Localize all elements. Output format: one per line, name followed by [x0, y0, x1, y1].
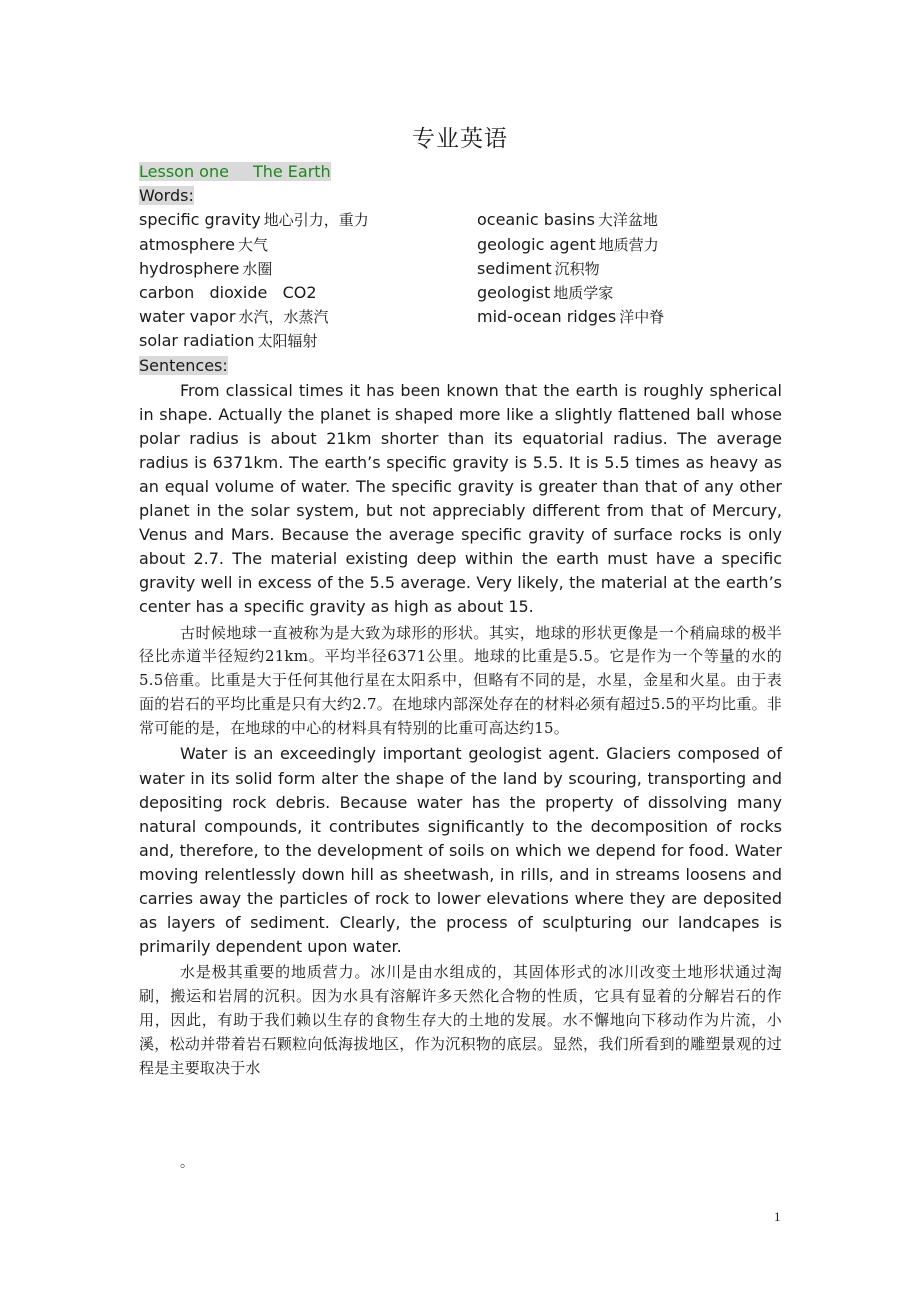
vocab-cn: 水圈	[242, 259, 273, 278]
sentences-heading-line	[139, 354, 782, 378]
vocab-item	[477, 233, 664, 257]
vocab-en: specific gravity	[139, 210, 261, 230]
vocab-cn: 洋中脊	[619, 308, 665, 327]
vocab-item	[477, 281, 664, 305]
paragraph-2-english: Water is an exceedingly important geologist agent. Glaciers composed of water in its solid form alter the shape of the land by scouring, transporting and depositing rock debris. Because water has the property of dissolving many natural compounds, it contributes significantly to the decomposition of rocks and, therefore, to the development of soils on which we depend for food. Water moving relentlessly down hill as sheetwash, in rills, and in streams loosens and carries away the particles of rock to lower elevations where they are deposited as layers of sediment. Clearly, the process of sculpturing our landcapes is primarily dependent upon water.	[139, 744, 782, 957]
vocabulary-column-left	[139, 208, 369, 353]
page-title: 专业英语	[412, 126, 508, 152]
vocab-en: hydrosphere	[139, 258, 240, 278]
vocab-en: mid-ocean ridges	[477, 307, 617, 327]
end-punctuation: 。	[180, 1155, 194, 1171]
content-body	[139, 160, 782, 1080]
vocab-en: oceanic basins	[477, 210, 595, 230]
vocab-item	[139, 305, 369, 329]
lesson-label	[139, 162, 331, 181]
vocab-cn: 沉积物	[554, 259, 600, 278]
vocab-cn: 地质学家	[553, 283, 614, 302]
vocab-cn: 大气	[238, 235, 269, 254]
page-number: 1	[774, 1209, 781, 1224]
vocab-en: carbon dioxide CO2	[139, 282, 317, 302]
vocab-item	[139, 257, 369, 281]
lesson-topic: The Earth	[252, 162, 331, 181]
vocab-en: solar radiation	[139, 331, 255, 351]
vocab-cn: 地质营力	[598, 235, 659, 254]
vocab-en: water vapor	[139, 307, 236, 327]
words-heading: Words:	[139, 186, 194, 206]
vocabulary-list	[139, 208, 782, 354]
vocab-en: geologic agent	[477, 234, 596, 254]
words-heading-line	[139, 184, 782, 208]
lesson-number: Lesson one	[139, 162, 229, 181]
vocab-cn: 水汽，水蒸汽	[238, 308, 329, 327]
paragraph-2-chinese: 水是极其重要的地质营力。冰川是由水组成的，其固体形式的冰川改变土地形状通过淘刷，搬运和岩屑的沉积。因为水具有溶解许多天然化合物的性质，它具有显着的分解岩石的作用，因此，有助于我们赖以生存的食物生存大的土地的发展。水不懈地向下移动作为片流，小溪，松动并带着岩石颗粒向低海拔地区，作为沉积物的底层。显然，我们所看到的雕塑景观的过程是主要取决于水	[139, 963, 782, 1077]
paragraph-1-chinese: 古时候地球一直被称为是大致为球形的形状。其实，地球的形状更像是一个稍扁球的极半径比赤道半径短约21km。平均半径6371公里。地球的比重是5.5。它是作为一个等量的水的5.5倍重。比重是大于任何其他行星在太阳系中，但略有不同的是，水星，金星和火星。由于表面的岩石的平均比重是只有大约2.7。在地球内部深处存在的材料必须有超过5.5的平均比重。非常可能的是，在地球的中心的材料具有特别的比重可高达约15。	[139, 623, 782, 737]
vocab-item	[139, 233, 369, 257]
vocab-item	[139, 208, 369, 232]
lesson-heading	[139, 160, 782, 184]
vocab-en: sediment	[477, 258, 552, 278]
vocab-item	[477, 208, 664, 232]
sentences-heading: Sentences:	[139, 356, 228, 376]
vocab-en: geologist	[477, 282, 551, 302]
vocab-item	[477, 305, 664, 329]
vocab-item	[139, 281, 369, 305]
vocab-cn: 太阳辐射	[257, 332, 318, 351]
vocab-en: atmosphere	[139, 234, 235, 254]
vocab-cn: 大洋盆地	[597, 211, 658, 230]
vocabulary-column-right	[477, 208, 664, 329]
paragraph-1-english: From classical times it has been known that the earth is roughly spherical in shape. Actually the planet is shaped more like a slightly flattened ball whose polar radius is about 21km shorter than its equatorial radius. The average radius is 6371km. The earth’s specific gravity is 5.5. It is 5.5 times as heavy as an equal volume of water. The specific gravity is greater than that of any other planet in the solar system, but not appreciably different from that of Mercury, Venus and Mars. Because the average specific gravity of surface rocks is only about 2.7. The material existing deep within the earth must have a specific gravity well in excess of the 5.5 average. Very likely, the material at the earth’s center has a specific gravity as high as about 15.	[139, 380, 782, 617]
vocab-item	[477, 257, 664, 281]
vocab-item	[139, 329, 369, 353]
vocab-cn: 地心引力，重力	[263, 211, 369, 230]
